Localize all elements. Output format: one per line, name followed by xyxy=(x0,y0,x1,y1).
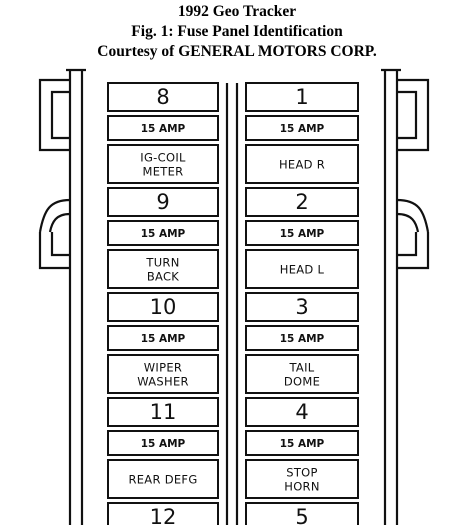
fuse-circuit-label: DOME xyxy=(283,374,321,389)
fuse-10-number-cell xyxy=(108,293,218,321)
right-fuse-column xyxy=(246,83,358,525)
fuse-3-number-cell xyxy=(246,293,358,321)
fuse-amperage: 15 AMP xyxy=(279,123,325,135)
fuse-8-number-cell xyxy=(108,83,218,111)
fuse-8-amperage-cell xyxy=(108,116,218,140)
fuse-1-amperage-cell xyxy=(246,116,358,140)
fuse-amperage: 15 AMP xyxy=(279,438,325,450)
fuse-number: 1 xyxy=(295,85,309,109)
fuse-3-amperage-cell xyxy=(246,326,358,350)
fuse-number: 4 xyxy=(295,400,309,424)
fuse-9-amperage-cell xyxy=(108,221,218,245)
fuse-circuit-label: TURN xyxy=(146,255,180,270)
fuse-number: 2 xyxy=(295,190,309,214)
fuse-12-number-cell xyxy=(108,503,218,525)
fuse-2-circuit-cell xyxy=(246,250,358,288)
fuse-2-number-cell xyxy=(246,188,358,216)
fuse-5-number-cell xyxy=(246,503,358,525)
fuse-circuit-label: HEAD L xyxy=(279,262,325,277)
fuse-number: 12 xyxy=(149,505,177,525)
fuse-11-amperage-cell xyxy=(108,431,218,455)
fuse-circuit-label: STOP xyxy=(286,465,318,480)
fuse-4-circuit-cell xyxy=(246,460,358,498)
fuse-3-circuit-cell xyxy=(246,355,358,393)
fuse-amperage: 15 AMP xyxy=(140,438,186,450)
fuse-circuit-label: WASHER xyxy=(137,374,189,389)
fuse-2-amperage-cell xyxy=(246,221,358,245)
figure-title: 1992 Geo Tracker xyxy=(177,3,297,20)
fuse-1-circuit-cell xyxy=(246,145,358,183)
right-mounting-bracket xyxy=(397,80,428,268)
fuse-number: 5 xyxy=(295,505,309,525)
fuse-8-circuit-cell xyxy=(108,145,218,183)
fuse-circuit-label: METER xyxy=(142,164,184,179)
fuse-11-number-cell xyxy=(108,398,218,426)
fuse-number: 10 xyxy=(149,295,177,319)
fuse-9-circuit-cell xyxy=(108,250,218,288)
fuse-amperage: 15 AMP xyxy=(279,333,325,345)
fuse-4-number-cell xyxy=(246,398,358,426)
fuse-panel-frame xyxy=(40,70,428,525)
fuse-amperage: 15 AMP xyxy=(140,123,186,135)
figure-caption: Fig. 1: Fuse Panel Identification xyxy=(131,23,343,40)
fuse-11-circuit-cell xyxy=(108,460,218,498)
fuse-circuit-label: HORN xyxy=(284,479,320,494)
fuse-4-amperage-cell xyxy=(246,431,358,455)
fuse-circuit-label: WIPER xyxy=(143,360,183,375)
fuse-circuit-label: IG-COIL xyxy=(140,150,186,165)
fuse-circuit-label: BACK xyxy=(146,269,180,284)
fuse-1-number-cell xyxy=(246,83,358,111)
fuse-10-circuit-cell xyxy=(108,355,218,393)
fuse-number: 11 xyxy=(149,400,177,424)
fuse-amperage: 15 AMP xyxy=(140,228,186,240)
fuse-number: 8 xyxy=(156,85,170,109)
fuse-number: 3 xyxy=(295,295,309,319)
fuse-number: 9 xyxy=(156,190,170,214)
fuse-circuit-label: TAIL xyxy=(289,360,315,375)
fuse-amperage: 15 AMP xyxy=(279,228,325,240)
fuse-9-number-cell xyxy=(108,188,218,216)
left-mounting-bracket xyxy=(40,80,70,268)
fuse-circuit-label: REAR DEFG xyxy=(128,472,198,487)
left-fuse-column xyxy=(108,83,218,525)
fuse-circuit-label: HEAD R xyxy=(278,157,326,172)
fuse-amperage: 15 AMP xyxy=(140,333,186,345)
figure-credit: Courtesy of GENERAL MOTORS CORP. xyxy=(97,43,377,60)
fuse-10-amperage-cell xyxy=(108,326,218,350)
